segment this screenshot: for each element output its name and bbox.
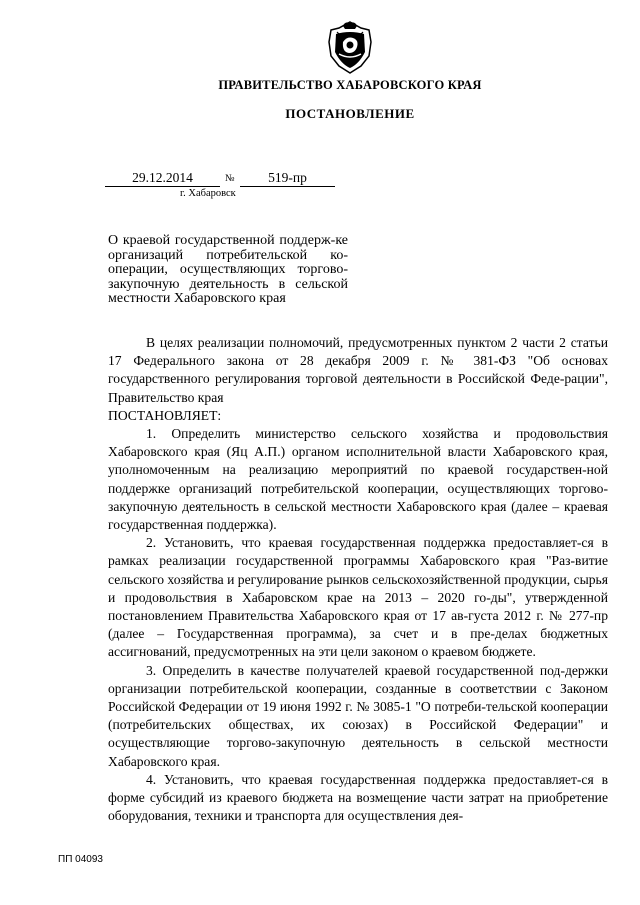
- document-city: г. Хабаровск: [180, 188, 236, 199]
- paragraph-1: 1. Определить министерство сельского хозяйства и продовольствия Хабаровского края (Яц А.П.) органом исполнительной власти Хабаровского края, уполномоченным на реализацию мероприятий по краевой государствен-ной поддержке организаций потребительской кооперации, осуществляющих торгово-закупочную деятельность в сельской местности Хабаровского края (далее – краевая государственная поддержка).: [108, 426, 608, 533]
- footer-code: ПП 04093: [58, 854, 103, 865]
- number-sign: №: [225, 173, 235, 184]
- government-name: ПРАВИТЕЛЬСТВО ХАБАРОВСКОГО КРАЯ: [218, 78, 482, 92]
- paragraph-2: 2. Установить, что краевая государственная поддержка предоставляет-ся в рамках реализации государственной программы Хабаровского края "Раз-витие сельского хозяйства и регулирование рынков сельскохозяйственной продукции, сырья и продовольствия в Хабаровском крае на 2013 – 2020 го-ды", утвержденной постановлением Правительства Хабаровского края от 17 ав-густа 2012 г. № 277-пр (далее – Государственная программа), за счет и в пре-делах бюджетных ассигнований, предусмотренных на эти цели законом о краевом бюджете.: [108, 535, 608, 660]
- document-date: 29.12.2014: [105, 170, 220, 187]
- decree-word: ПОСТАНОВЛЯЕТ:: [108, 407, 222, 423]
- coat-of-arms-emblem: [325, 20, 375, 75]
- date-number-line: [105, 170, 335, 188]
- document-body: [108, 334, 608, 825]
- paragraph-4: 4. Установить, что краевая государственная поддержка предоставляет-ся в форме субсидий из краевого бюджета на возмещение части затрат на приобретение оборудования, техники и транспорта для осуществления дея-: [108, 771, 608, 824]
- intro-paragraph: В целях реализации полномочий, предусмотренных пунктом 2 части 2 статьи 17 Федерального закона от 28 декабря 2009 г. № 381-ФЗ "Об основах государственного регулирования торговой деятельности в Российской Феде-рации", Правительство края: [108, 335, 608, 405]
- document-type-title: ПОСТАНОВЛЕНИЕ: [285, 106, 415, 121]
- paragraph-3: 3. Определить в качестве получателей краевой государственной под-держки организации потребительской кооперации, созданные в соответствии с Законом Российской Федерации от 19 июня 1992 г. № 3085-1 "О потреби-тельской кооперации (потребительских обществах, их союзах) в Российской Федерации" и осуществляющие торгово-закупочную деятельность в сельской местности Хабаровского края.: [108, 662, 608, 769]
- document-number: 519-пр: [240, 170, 335, 187]
- document-subject: О краевой государственной поддерж-ке организаций потребительской ко-операции, осуществляющих торгово-закупочную деятельность в сельской местности Хабаровского края: [108, 233, 348, 306]
